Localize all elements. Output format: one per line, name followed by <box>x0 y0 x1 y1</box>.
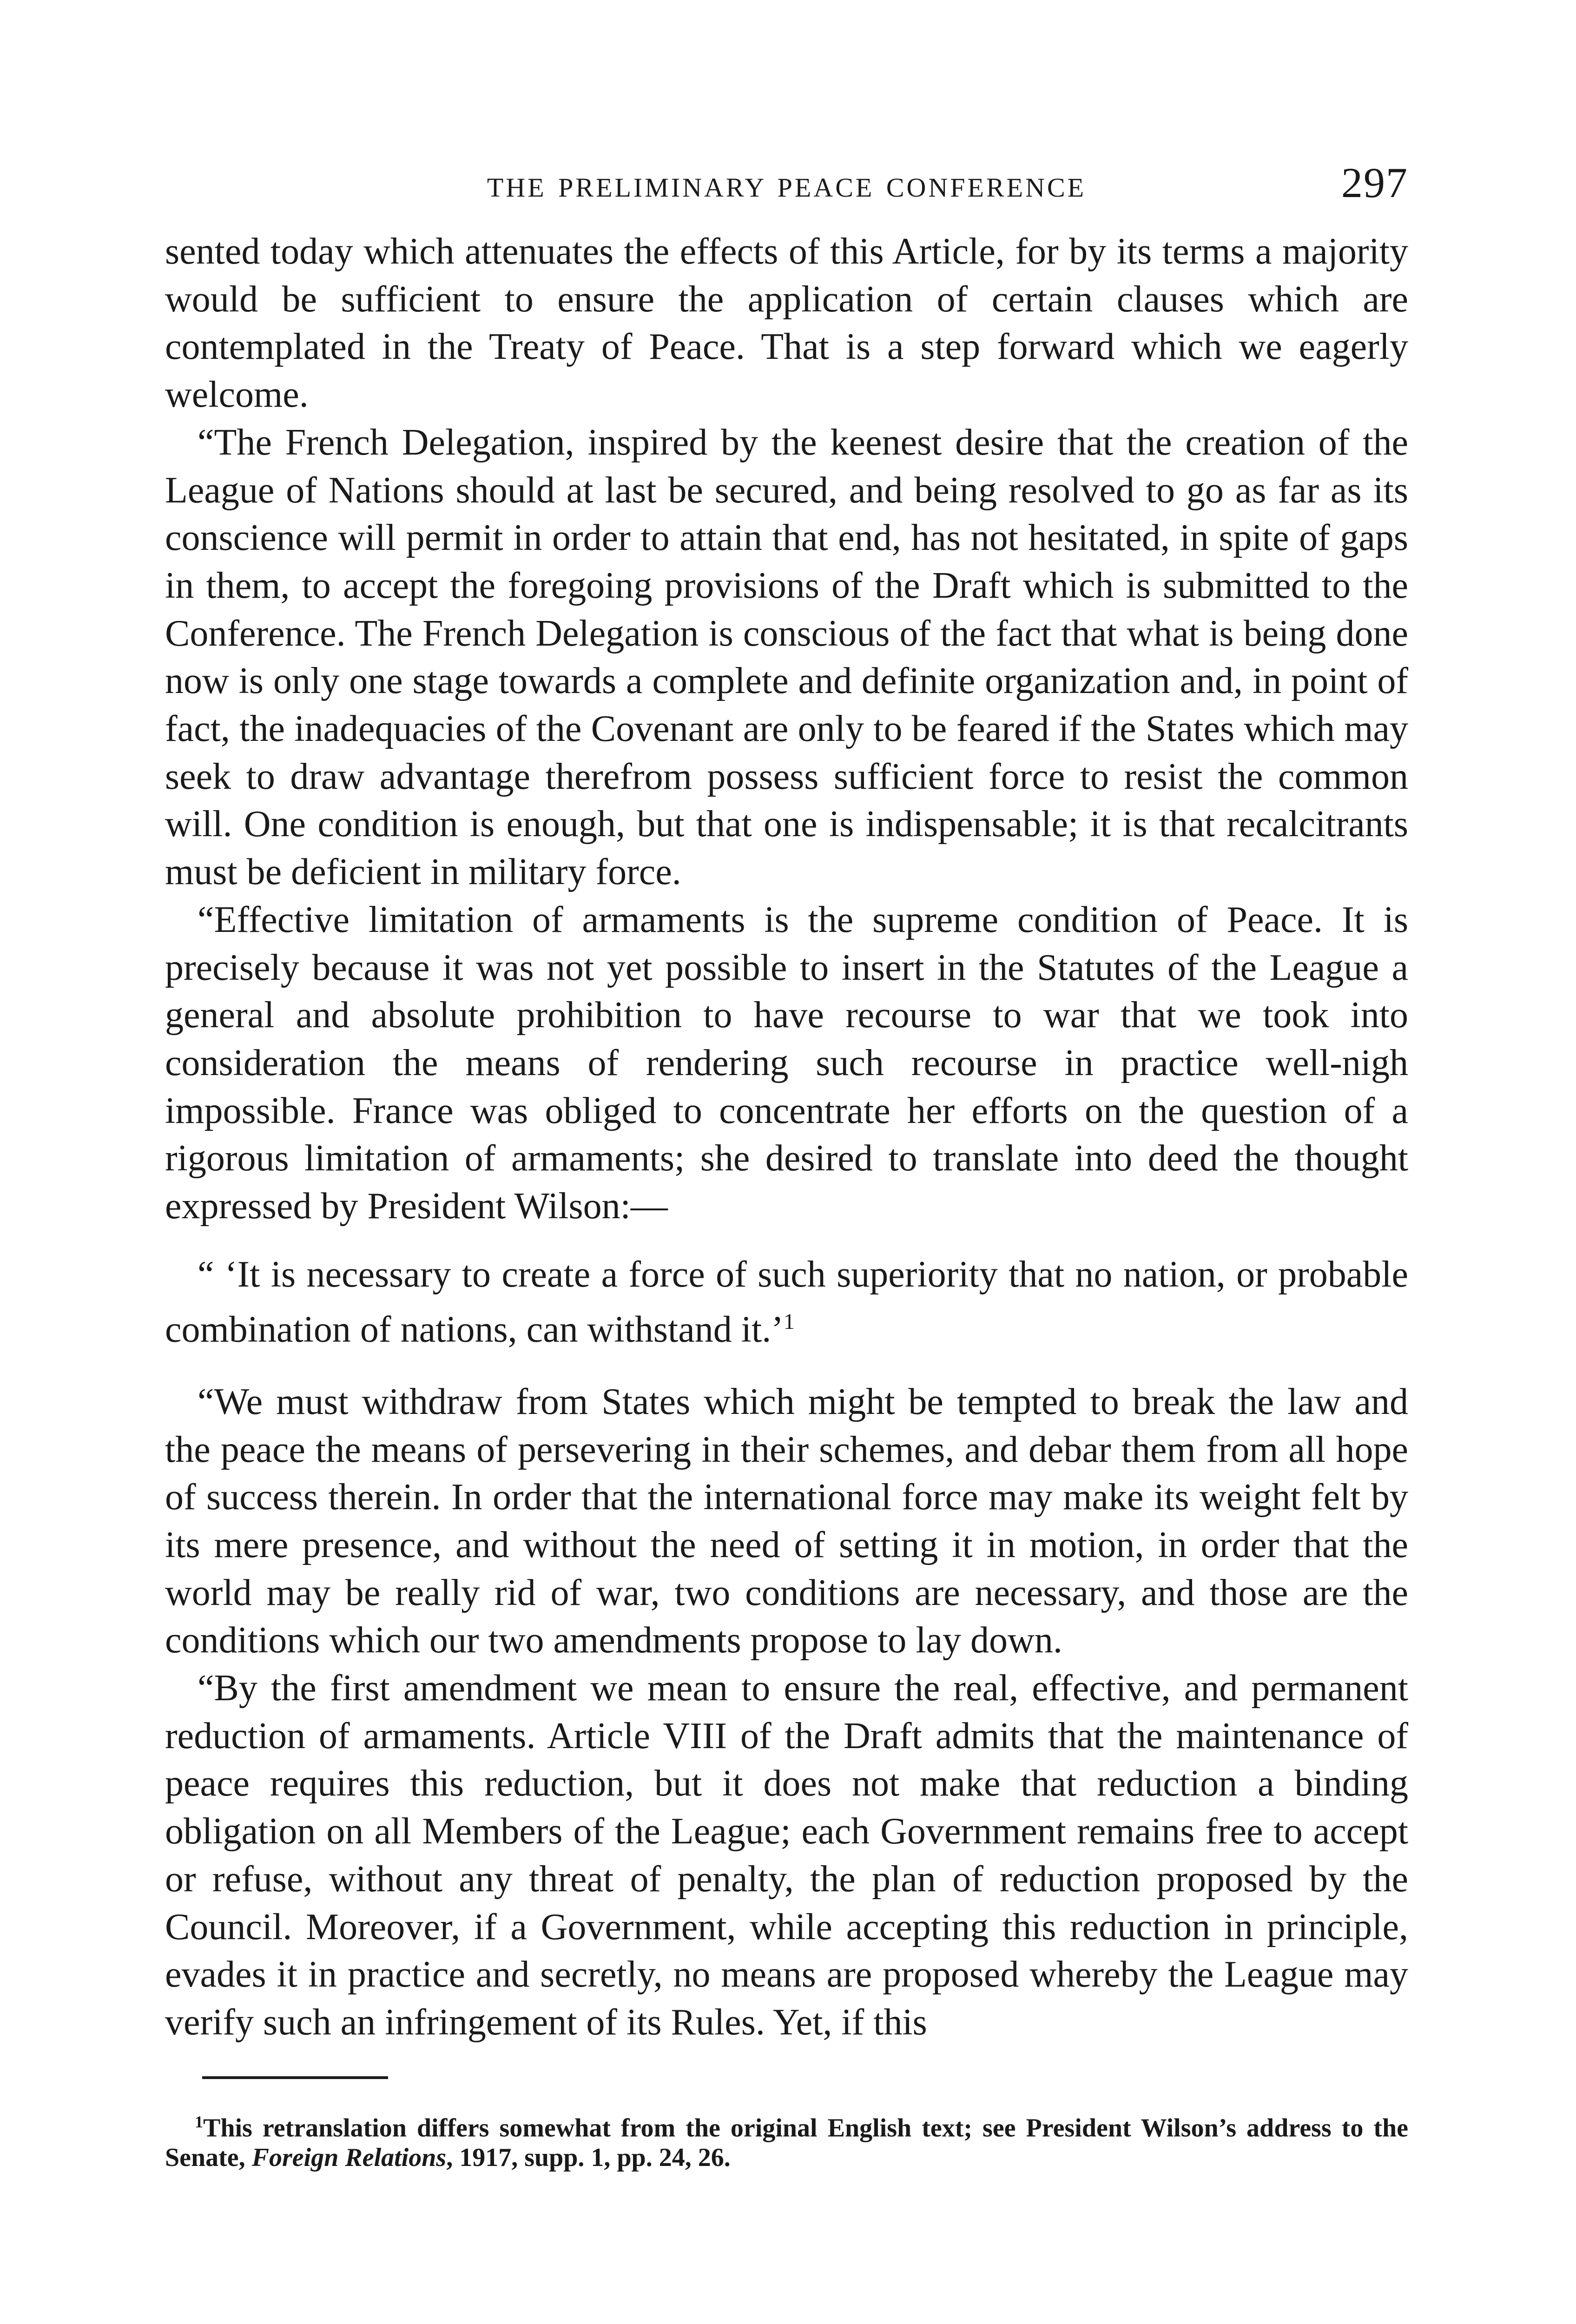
footnote-text-after: , 1917, supp. 1, pp. 24, 26. <box>446 2143 731 2172</box>
page-number: 297 <box>1341 159 1408 206</box>
footnote-text-before: This retranslation differs somewhat from the original English text; see President Wilson’s address to the Senate, <box>165 2113 1408 2172</box>
book-page <box>165 158 1408 2172</box>
paragraph-1: sented today which attenuates the effects of this Article, for by its terms a majority would be sufficient to ensure the application of certain clauses which are contemplated in the Treaty of Peace. That is a step forward which we eagerly welcome. <box>165 231 1408 416</box>
paragraph-3: “Effective limitation of armaments is the supreme condition of Peace. It is precisely because it was not yet possible to insert in the Statutes of the League a general and absolute prohibition to have recourse to war that we took into consideration the means of rendering such recourse in practice well-nigh impossible. France was obliged to concentrate her efforts on the question of a rigorous limitation of armaments; she desired to translate into deed the thought expressed by President Wilson:— <box>165 899 1408 1227</box>
footnote-reference: 1 <box>783 1309 795 1334</box>
quote-text: “ ‘It is necessary to create a force of such superiority that no nation, or probable combination of nations, can withstand it.’ <box>165 1254 1408 1351</box>
paragraph-5: “By the first amendment we mean to ensure the real, effective, and permanent reduction of armaments. Article VIII of the Draft admits that the maintenance of peace requires this reduction, but it does not make that reduction a binding obligation on all Members of the League; each Government remains free to accept or refuse, without any threat of penalty, the plan of reduction proposed by the Council. Moreover, if a Government, while accepting this reduction in principle, evades it in practice and secretly, no means are proposed whereby the League may verify such an infringement of its Rules. Yet, if this <box>165 1668 1408 2043</box>
footnote-divider <box>202 2076 388 2079</box>
running-title: THE PRELIMINARY PEACE CONFERENCE <box>487 172 1087 203</box>
footnotes <box>165 2107 1408 2173</box>
paragraph-2: “The French Delegation, inspired by the keenest desire that the creation of the League of Nations should at last be secured, and being resolved to go as far as its conscience will permit in order to attain that end, has not hesitated, in spite of gaps in them, to accept the foregoing provisions of the Draft which is submitted to the Conference. The French Delegation is conscious of the fact that what is being done now is only one stage towards a complete and definite organization and, in point of fact, the inadequacies of the Covenant are only to be feared if the States which may seek to draw advantage therefrom possess sufficient force to resist the common will. One condition is enough, but that one is indispensable; it is that recalcitrants must be deficient in military force. <box>165 422 1408 893</box>
footnote-1 <box>165 2107 1408 2173</box>
footnote-italic-title: Foreign Relations <box>251 2143 447 2172</box>
running-header <box>165 158 1408 209</box>
footnote-mark: 1 <box>195 2112 203 2131</box>
paragraph-4: “We must withdraw from States which might be tempted to break the law and the peace the means of persevering in their schemes, and debar them from all hope of success therein. In order that the international force may make its weight felt by its mere presence, and without the need of setting it in motion, in order that the world may be really rid of war, two conditions are necessary, and those are the conditions which our two amendments propose to lay down. <box>165 1381 1408 1661</box>
block-quote <box>165 1251 1408 1354</box>
body-text <box>165 228 1408 2047</box>
